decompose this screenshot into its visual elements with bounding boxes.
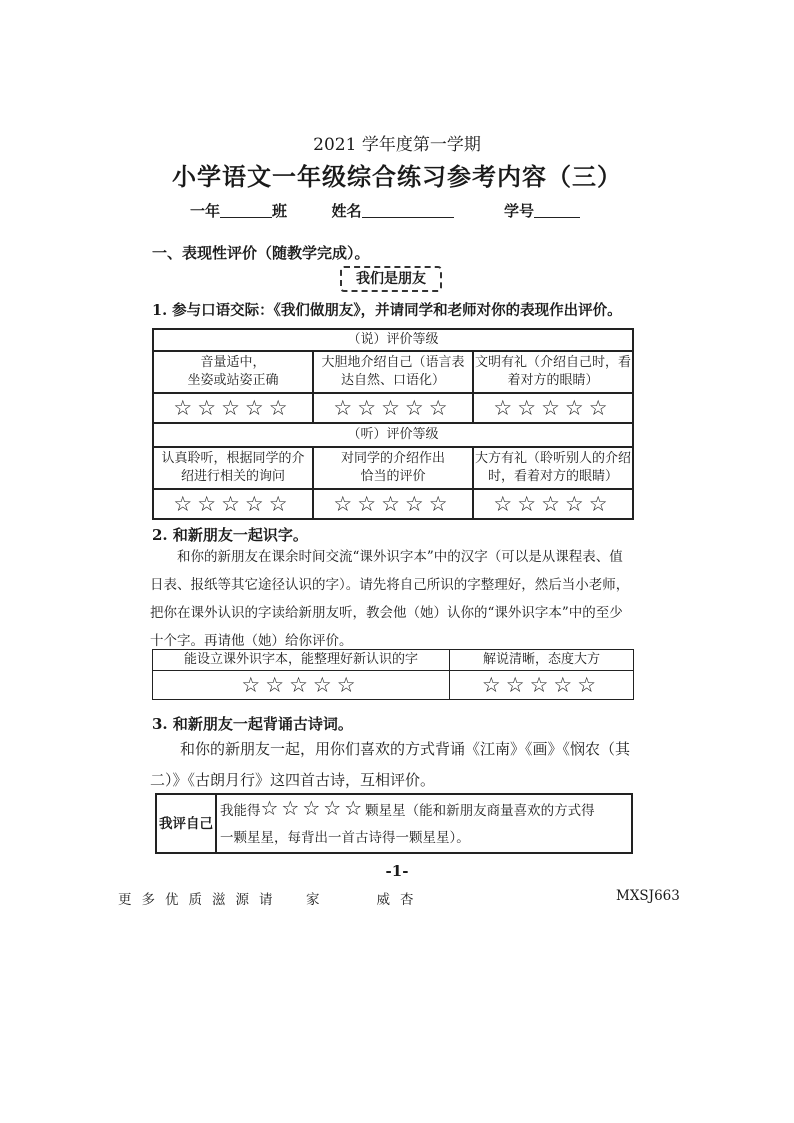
listen-header: （听）评价等级 <box>153 423 633 447</box>
star-rating[interactable]: ☆☆☆☆☆ <box>153 393 313 423</box>
q1-title: 1. 参与口语交际：《我们做朋友》，并请同学和老师对你的表现作出评价。 <box>152 302 622 319</box>
q3-title: 3. 和新朋友一起背诵古诗词。 <box>152 715 353 733</box>
q1-rating-table <box>152 328 634 520</box>
q3-row <box>156 794 632 853</box>
year-term: 2021 学年度第一学期 <box>313 135 481 155</box>
speak-criterion-1: 音量适中， 坐姿或站姿正确 <box>153 351 313 393</box>
speak-criteria-row <box>153 351 633 393</box>
self-eval-label: 我评自己 <box>156 794 216 853</box>
section-heading: 一、表现性评价（随教学完成）。 <box>152 244 370 262</box>
q3-paragraph: 和你的新朋友一起，用你们喜欢的方式背诵《江南》《画》《悯农（其二）》《古朗月行》这四首古诗，互相评价。 <box>150 740 631 789</box>
speak-criterion-3: 文明有礼（介绍自己时，看 着对方的眼睛） <box>473 351 633 393</box>
q3-self-eval-table <box>155 793 633 854</box>
q2-paragraph: 和你的新朋友在课余时间交流“课外识字本”中的汉字（可以是从课程表、值日表、报纸等其它途径认识的字）。请先将自己所识的字整理好，然后当小老师，把你在课外认识的字读给新朋友听，教会他（她）认你的“课外识字本”中的至少十个字。再请他（她）给你评价。 <box>150 549 630 649</box>
listen-criteria-row <box>153 447 633 489</box>
id-blank[interactable] <box>534 203 580 218</box>
class-blank[interactable] <box>220 203 272 218</box>
self-eval-line-2: 一颗星星，每背出一首古诗得一颗星星）。 <box>220 830 470 846</box>
speak-criterion-2: 大胆地介绍自己（语言表 达自然、口语化） <box>313 351 473 393</box>
listen-header-row <box>153 423 633 447</box>
star-rating[interactable]: ☆☆☆☆☆ <box>450 671 634 700</box>
footer-code: MXSJ663 <box>616 888 680 904</box>
star-rating[interactable]: ☆☆☆☆☆ <box>153 489 313 519</box>
q2-stars-row <box>153 671 634 700</box>
page-title: 小学语文一年级综合练习参考内容（三） <box>172 162 622 191</box>
page-number: -1- <box>385 862 409 880</box>
grade-label: 一年 <box>190 202 221 220</box>
listen-criterion-1: 认真聆听，根据同学的介 绍进行相关的询问 <box>153 447 313 489</box>
star-rating[interactable]: ☆☆☆☆☆ <box>313 393 473 423</box>
self-eval-line-1: 我能得☆☆☆☆☆颗星星（能和新朋友商量喜欢的方式得 <box>220 796 595 820</box>
q2-criterion-1: 能设立课外识字本，能整理好新认识的字 <box>153 650 450 671</box>
star-rating[interactable]: ☆☆☆☆☆ <box>473 489 633 519</box>
listen-criterion-3: 大方有礼（聆听别人的介绍 时，看着对方的眼睛） <box>473 447 633 489</box>
q2-title: 2. 和新朋友一起识字。 <box>152 526 308 544</box>
id-label: 学号 <box>503 202 534 220</box>
speak-header: （说）评价等级 <box>153 329 633 351</box>
q2-rating-table <box>152 649 634 700</box>
class-label: 班 <box>272 202 288 220</box>
star-rating[interactable]: ☆☆☆☆☆ <box>473 393 633 423</box>
star-rating[interactable]: ☆☆☆☆☆ <box>313 489 473 519</box>
footer-promo: 更多优质滋源请 家 威杏 <box>118 892 424 908</box>
self-eval-content <box>216 794 632 853</box>
name-label: 姓名 <box>331 202 362 220</box>
speak-stars-row <box>153 393 633 423</box>
name-blank[interactable] <box>362 203 454 218</box>
listen-criterion-2: 对同学的介绍作出 恰当的评价 <box>313 447 473 489</box>
star-rating[interactable]: ☆☆☆☆☆ <box>260 796 366 820</box>
speak-header-row <box>153 329 633 351</box>
student-info-line <box>190 200 580 221</box>
q2-header-row <box>153 650 634 671</box>
listen-stars-row <box>153 489 633 519</box>
q2-criterion-2: 解说清晰，态度大方 <box>450 650 634 671</box>
star-rating[interactable]: ☆☆☆☆☆ <box>153 671 450 700</box>
unit-badge: 我们是朋友 <box>340 266 442 292</box>
